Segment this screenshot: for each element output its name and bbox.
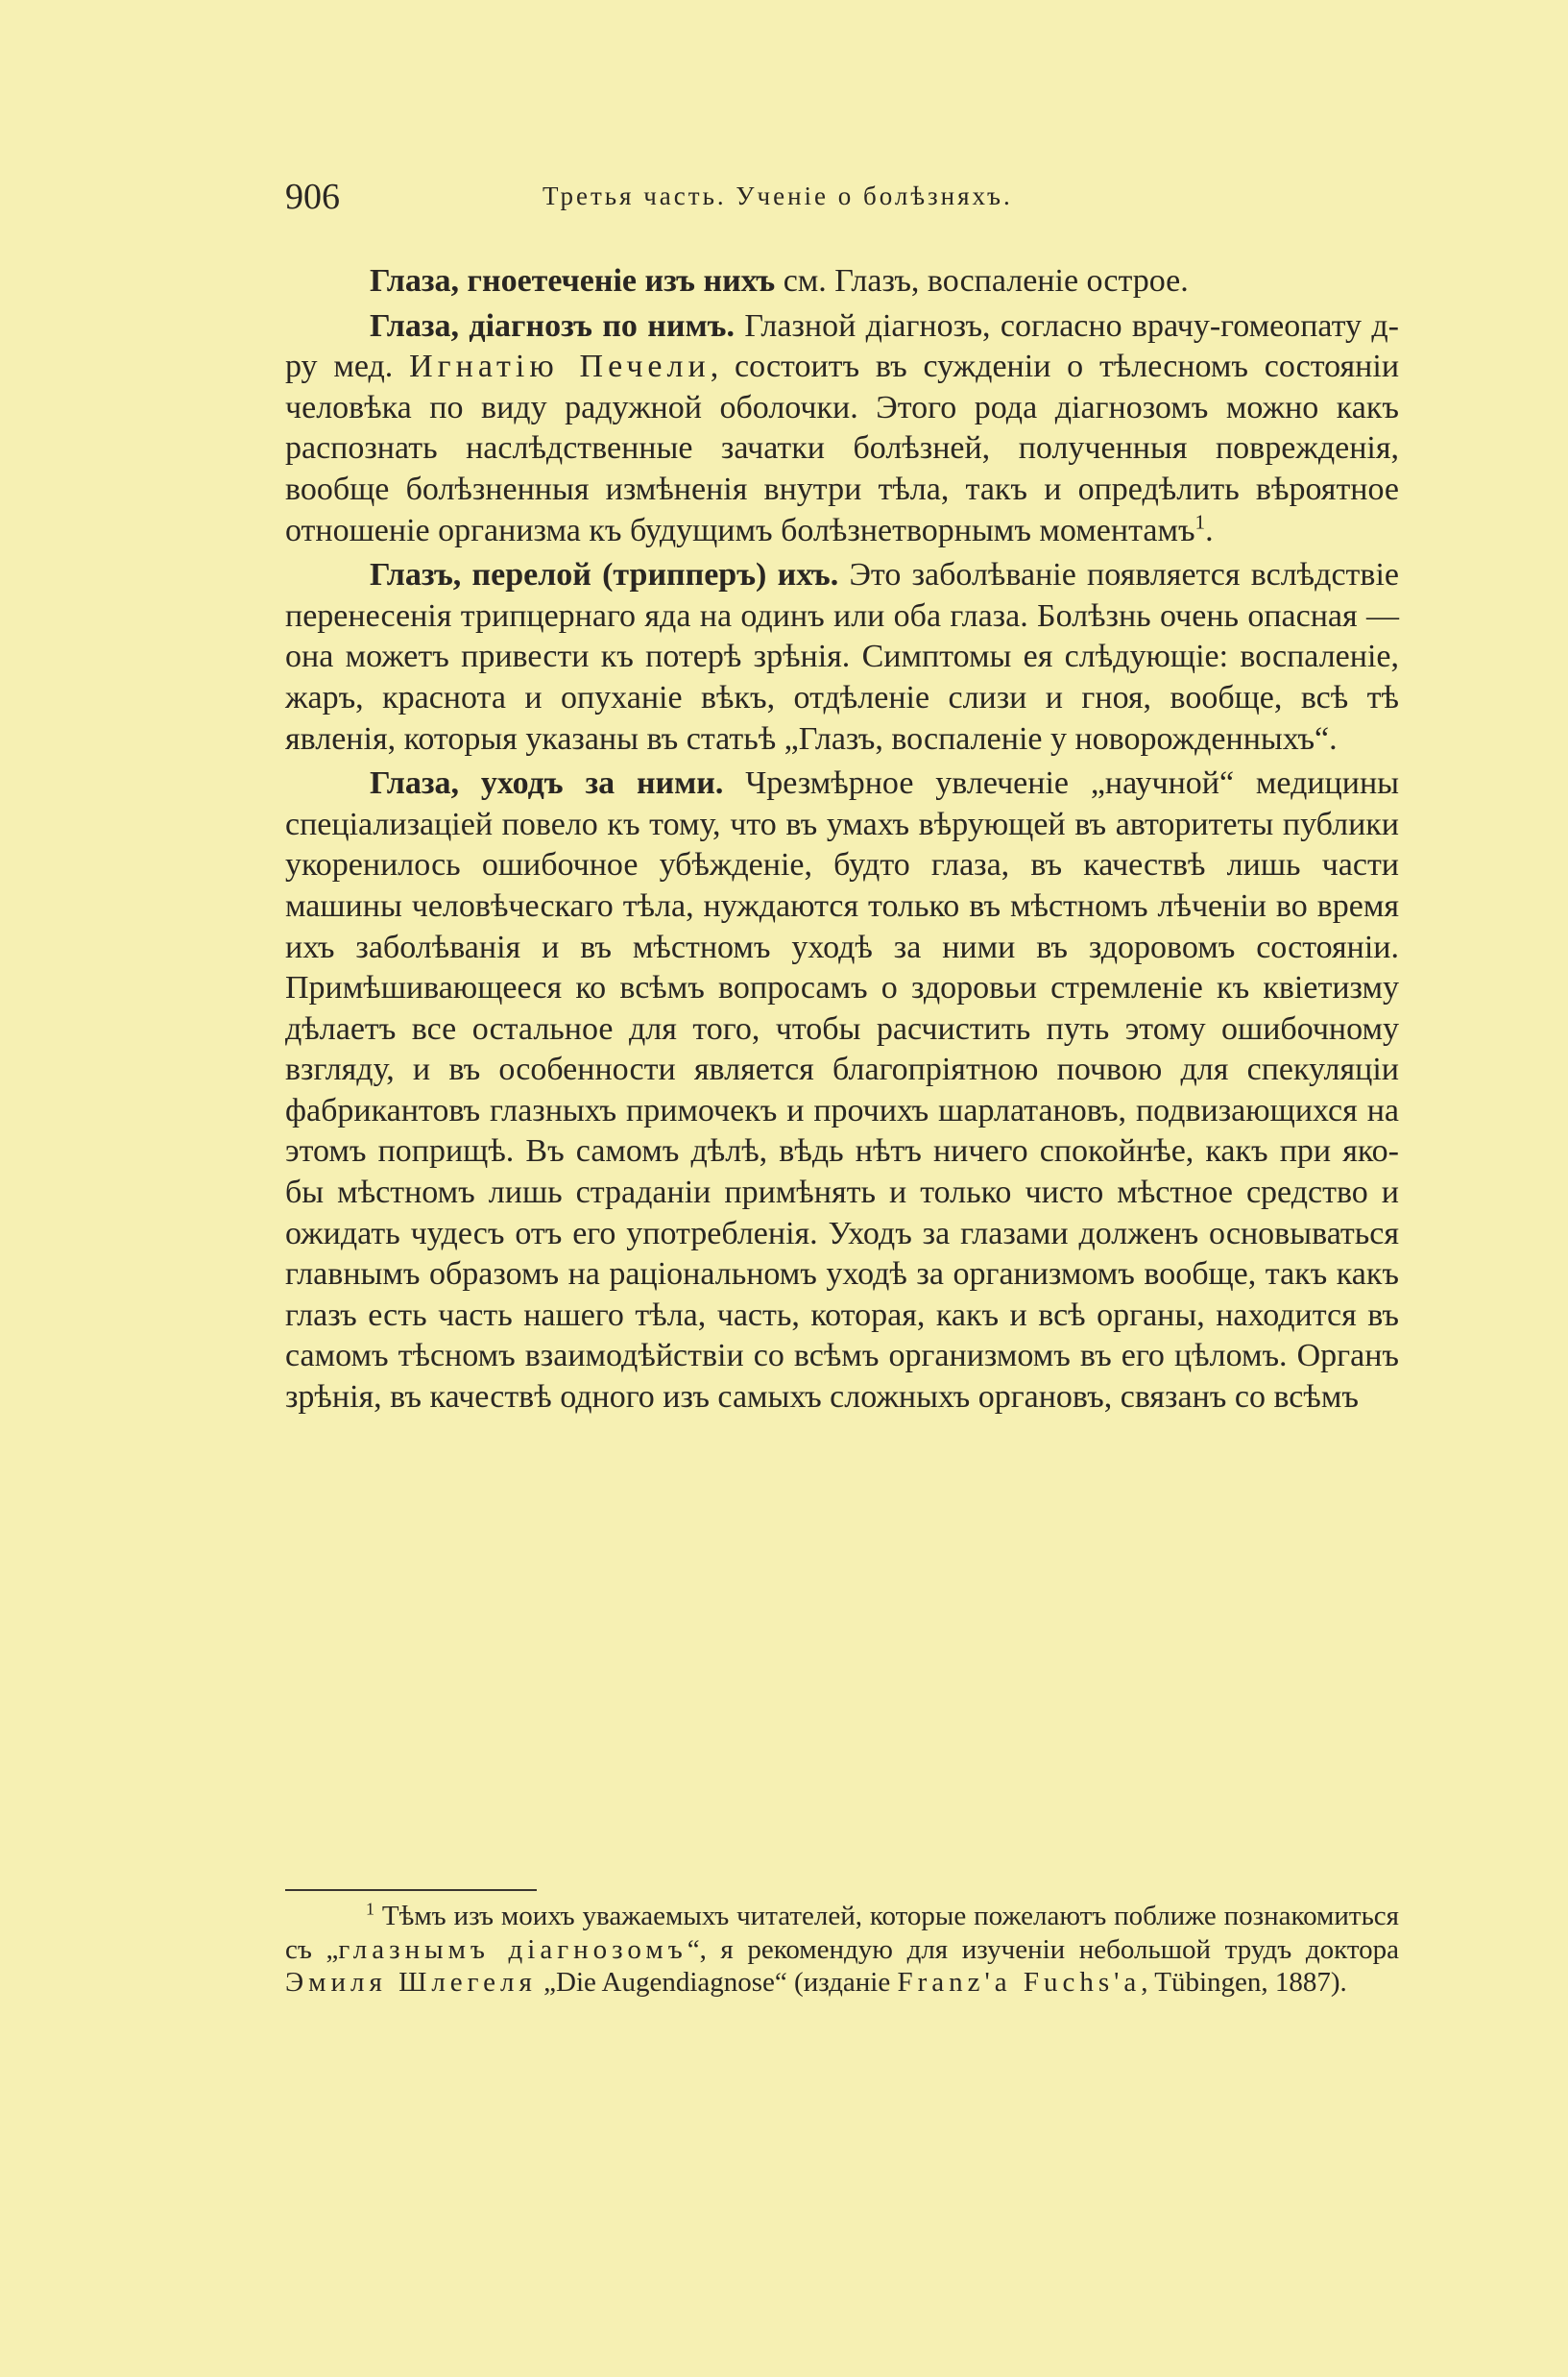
- entry-eyes-diagnosis: [285, 306, 1399, 552]
- body-text: [285, 261, 1399, 1422]
- footnote-text: [285, 1900, 1399, 2000]
- entry-text: .: [1205, 512, 1214, 548]
- entry-eyes-pus: [285, 261, 1399, 303]
- footnote-term: глазнымъ дiагнозомъ: [338, 1933, 688, 1965]
- person-name: Игнатiю Печели: [409, 349, 711, 385]
- entry-eyes-gonorrhea: [285, 555, 1399, 760]
- entry-heading: Глаза, гноетеченiе изъ нихъ: [370, 263, 776, 299]
- entry-text: , состоитъ въ сужденiи о тѣлесномъ состоянiи человѣка по виду радужной оболочки. Этого рода дiагнозомъ можно какъ распознать наслѣдственные зачатки болѣзней, полученныя поврежденiя, вообще болѣзненныя измѣненiя внутри тѣла, такъ и опредѣлить вѣроятное отношенiе организма къ будущимъ болѣзнетворнымъ моментамъ: [285, 349, 1400, 548]
- footnote-reference[interactable]: 1: [1194, 510, 1206, 534]
- running-title: Третья часть. Ученiе о болѣзняхъ.: [543, 182, 1013, 210]
- page-number: 906: [285, 177, 340, 217]
- entry-text: Это заболѣванiе появляется вслѣдствiе перенесенiя трипцернаго яда на одинъ или оба глаза. Болѣзнь очень опасная — она можетъ привести къ потерѣ зрѣнiя. Симптомы ея слѣдующiе: воспаленiе, жаръ, краснота и опуханiе вѣкъ, отдѣленiе слизи и гноя, вообще, всѣ тѣ явленiя, которыя указаны въ статьѣ „Глазъ, воспаленiе у новорожденныхъ“.: [285, 557, 1399, 757]
- entry-text: см. Глазъ, воспаленiе острое.: [775, 263, 1189, 299]
- footnote-author: Эмиля Шлегеля: [285, 1967, 537, 1998]
- footnote-segment: “, я рекомендую для изученiи небольшой трудъ доктора: [687, 1933, 1399, 1965]
- footnote-divider: [285, 1889, 537, 1891]
- entry-text: Чрезмѣрное увлеченiе „научной“ медицины спецiализацiей повело къ тому, что въ умахъ вѣрующей въ авторитеты публики укоренилось ошибочное убѣжденiе, будто глаза, въ качествѣ лишь части машины человѣческаго тѣла, нуждаются только въ мѣстномъ лѣченiи во время ихъ заболѣванiя и въ мѣстномъ уходѣ за ними въ здоровомъ состоянiи. Примѣшивающееся ко всѣмъ вопросамъ о здоровьи стремленiе къ квiетизму дѣлаетъ все остальное для того, чтобы расчистить путь этому ошибочному взгляду, и въ особенности является благопрiятною почвою для спекуляцiи фабрикантовъ глазныхъ примочекъ и прочихъ шарлатановъ, подвизающихся на этомъ поприщѣ. Въ самомъ дѣлѣ, вѣдь нѣтъ ничего спокойнѣе, какъ при яко-бы мѣстномъ лишь страданiи примѣнять и только чисто мѣстное средство и ожидать чудесъ отъ его употребленiя. Уходъ за глазами долженъ основываться главнымъ образомъ на рацiональномъ уходѣ за организмомъ вообще, такъ какъ глазъ есть часть нашего тѣла, часть, которая, какъ и всѣ органы, находится въ самомъ тѣсномъ взаимодѣйствiи со всѣмъ организмомъ въ его цѣломъ. Органъ зрѣнiя, въ качествѣ одного изъ самыхъ сложныхъ органовъ, связанъ со всѣмъ: [285, 765, 1399, 1416]
- entry-heading: Глаза, уходъ за ними.: [370, 765, 724, 802]
- footnote-publisher: Franz'a Fuchs'a: [897, 1967, 1142, 1998]
- entry-heading: Глазъ, перелой (трипперъ) ихъ.: [370, 557, 839, 594]
- footnote: [285, 1900, 1399, 2000]
- entry-text: Глазной дiагнозъ, согласно врачу-гомеопату д-ру мед.: [285, 307, 1399, 385]
- footnote-segment: Тѣмъ изъ моихъ уважаемыхъ читателей, которые пожелаютъ поближе познакомиться съ „: [285, 1901, 1399, 1965]
- footnote-segment: , Tübingen, 1887).: [1141, 1967, 1347, 1998]
- footnote-segment: „Die Augendiagnose“ (изданiе: [536, 1967, 898, 1998]
- entry-heading: Глаза, дiагнозъ по нимъ.: [370, 307, 735, 344]
- entry-eyes-care: [285, 764, 1399, 1419]
- footnote-mark: 1: [366, 1899, 374, 1919]
